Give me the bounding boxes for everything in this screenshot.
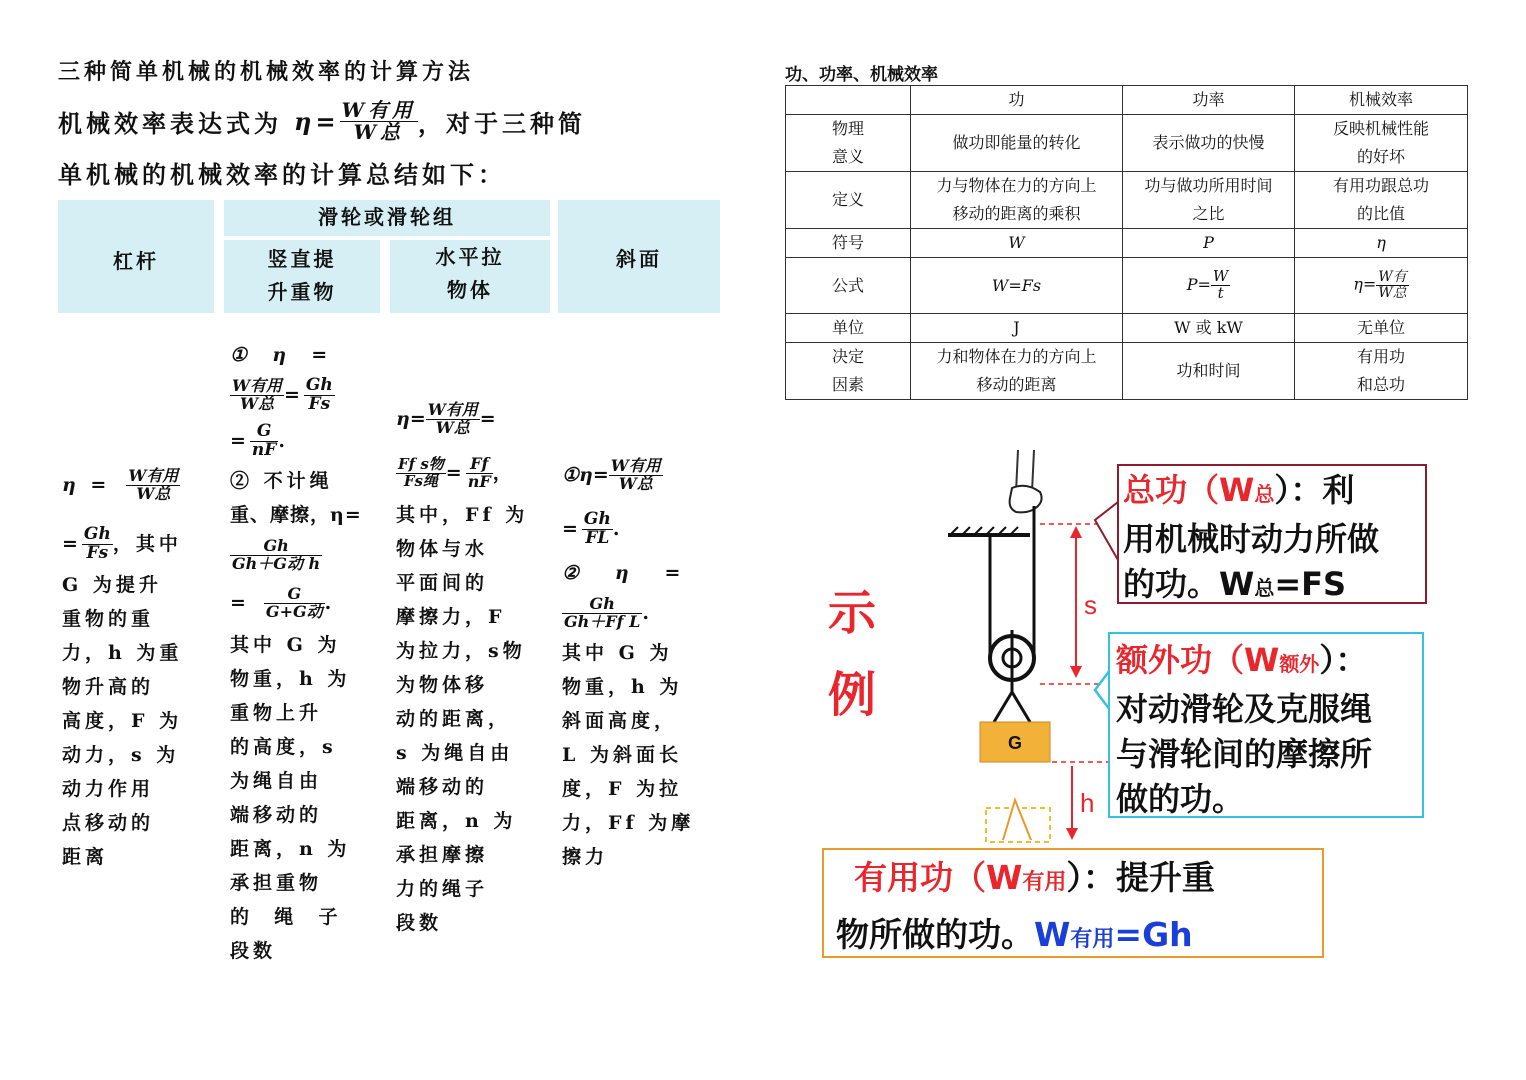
formula-p-num: W (1212, 267, 1229, 286)
text-line: 段数 (396, 912, 443, 934)
vertical-formula-2 (230, 418, 378, 464)
lever-frac-2-num: Gh (83, 523, 111, 544)
horizontal-eq-1: = (479, 408, 500, 430)
text-line: 为拉力，s物 (396, 640, 526, 662)
vertical-line-3: 重、摩擦，η= (230, 504, 362, 526)
vertical-dot-2: . (324, 592, 336, 614)
incline-eq: = (562, 518, 582, 540)
horizontal-frac-3 (466, 453, 493, 491)
table-cell: 力与物体在力的方向上 移动的距离的乘积 (911, 172, 1123, 229)
vertical-frac-3-num: G (250, 423, 278, 442)
extra-work-head: 额外功（W (1116, 641, 1280, 679)
lever-formula-1 (62, 462, 212, 508)
lever-frac-1 (126, 465, 180, 503)
useful-work-formula-tail: =Gh (1114, 915, 1193, 954)
example-label-2: 例 (828, 667, 877, 723)
useful-work-head: 有用功（W (854, 858, 1023, 897)
total-work-l3-sub: 总 (1254, 576, 1275, 600)
work-table (785, 85, 1468, 400)
incline-formula-1 (562, 452, 718, 498)
table-row (786, 115, 1468, 172)
extra-work-line-1 (1116, 638, 1422, 687)
left-title: 三种简单机械的机械效率的计算方法 (58, 59, 475, 85)
useful-work-l2: 物所做的功。 (836, 915, 1034, 954)
table-cell: 无单位 (1295, 314, 1468, 343)
total-work-head-sub: 总 (1254, 482, 1275, 506)
text-line: 物升高的 (62, 676, 155, 698)
incline-frac-2 (582, 508, 613, 548)
vertical-frac-1 (230, 375, 284, 413)
vertical-formula-1 (230, 372, 378, 418)
text-line: 为物体移 (396, 674, 489, 696)
incline-frac-1-num: W有用 (610, 455, 661, 475)
total-work-l3-tail: =FS (1274, 565, 1347, 603)
formula-eta-lhs: η= (1353, 275, 1377, 294)
table-cell: 表示做功的快慢 (1123, 115, 1295, 172)
extra-work-head-tail: ）： (1319, 641, 1368, 679)
table-cell: P (1123, 229, 1295, 258)
horizontal-comma: ， (492, 462, 516, 484)
incline-column (562, 452, 718, 874)
horizontal-formula-1 (396, 396, 548, 442)
horizontal-formula-2 (396, 448, 548, 498)
total-work-head: 总功（W (1123, 471, 1255, 509)
table-cell: 物理 意义 (786, 115, 911, 172)
vertical-frac-2-den: Fs (308, 393, 331, 414)
vertical-eq-c: = (230, 592, 250, 614)
intro-fraction-num: W有用 (341, 97, 417, 122)
text-line: 段数 (230, 940, 277, 962)
header-vertical-l2: 升重物 (267, 280, 337, 304)
text-line: 重物的重 (62, 608, 155, 630)
horizontal-eq-2: = (445, 462, 466, 484)
text-line: 其中 G 为 (230, 634, 341, 656)
text-line: 高度，F 为 (62, 710, 183, 732)
text-line: 端移动的 (396, 776, 489, 798)
text-line: 距离，n 为 (396, 810, 517, 832)
table-cell: 公式 (786, 258, 911, 314)
table-cell: W 或 kW (1123, 314, 1295, 343)
text-line: 承担重物 (230, 872, 323, 894)
vertical-frac-4-num: Gh (230, 538, 322, 556)
header-vertical (224, 240, 380, 313)
horizontal-frac-2 (396, 454, 446, 490)
text-line: 擦力 (562, 846, 609, 868)
vertical-frac-4-den: Gh＋G动 h (232, 553, 321, 573)
vertical-formula-3 (230, 532, 378, 578)
table-cell: 有用功 和总功 (1295, 343, 1468, 400)
vertical-lines (230, 628, 378, 968)
lever-lines (62, 568, 212, 874)
vertical-frac-5 (264, 583, 325, 621)
text-line: 动力作用 (62, 778, 155, 800)
table-cell: W=Fs (911, 258, 1123, 314)
horizontal-frac-3-den: nF (467, 471, 491, 491)
formula-p-lhs: P= (1186, 275, 1211, 294)
text-line: 承担摩擦 (396, 844, 489, 866)
text-line: G 为提升 (62, 574, 162, 596)
incline-lines (562, 636, 718, 874)
text-line: 动力，s 为 (62, 744, 180, 766)
total-work-line-3 (1123, 562, 1425, 611)
intro-fraction-den: W总 (353, 119, 405, 144)
vertical-eq-a: = (283, 384, 304, 406)
text-line: 度，F 为拉 (562, 778, 683, 800)
vertical-frac-3-den: nF (251, 439, 277, 460)
text-line: 摩擦力，F (396, 606, 506, 628)
text-line: 平面间的 (396, 572, 489, 594)
h-label: h (1080, 788, 1095, 818)
vertical-frac-4 (230, 535, 322, 573)
horizontal-eta: η= (396, 408, 426, 430)
useful-work-head-sub: 有用 (1022, 870, 1067, 895)
text-line: L 为斜面长 (562, 744, 682, 766)
table-head-1: 功 (911, 86, 1123, 115)
table-cell: 决定 因素 (786, 343, 911, 400)
text-line: s 为绳自由 (396, 742, 514, 764)
header-pulley-group (224, 200, 550, 236)
useful-pointer (1000, 800, 1035, 840)
text-line: 点移动的 (62, 812, 155, 834)
lever-frac-2 (82, 523, 113, 563)
total-pointer (1095, 502, 1118, 560)
horizontal-frac-3-num: Ff (466, 456, 493, 474)
formula-eta-num: W有 (1378, 269, 1407, 286)
header-horizontal-l2: 物体 (447, 278, 493, 302)
header-horizontal-l1: 水平拉 (435, 245, 505, 269)
table-row (786, 229, 1468, 258)
table-cell: 符号 (786, 229, 911, 258)
header-incline-label: 斜面 (616, 247, 662, 271)
incline-frac-2-den: FL (585, 527, 610, 548)
intro-text-1: 机械效率表达式为 (58, 108, 282, 138)
lever-frac-1-den: W总 (136, 483, 171, 503)
horizontal-frac-2-den: Fs绳 (403, 471, 438, 490)
example-label-1: 示 (828, 585, 877, 641)
incline-frac-3-den: Gh＋Ff L (564, 611, 641, 631)
horizontal-frac-2-num: Ff s物 (398, 454, 444, 473)
text-line: 物重，h 为 (230, 668, 351, 690)
table-cell: 单位 (786, 314, 911, 343)
vertical-frac-1-num: W有用 (232, 375, 282, 395)
intro-line-1 (58, 93, 586, 149)
formula-eta-den: W总 (1378, 285, 1407, 301)
horizontal-lines (396, 498, 548, 940)
text-line: 动的距离， (396, 708, 512, 730)
header-pulley-group-label: 滑轮或滑轮组 (318, 205, 456, 229)
text-line: 其中 G 为 (562, 642, 673, 664)
total-work-l3: 的功。W (1123, 565, 1255, 603)
vertical-frac-2 (304, 374, 335, 414)
text-line: 重物上升 (230, 702, 323, 724)
lever-frac-2-den: Fs (86, 542, 109, 563)
table-title: 功、功率、机械效率 (785, 65, 938, 85)
table-cell: 功和时间 (1123, 343, 1295, 400)
useful-work-formula: W (1034, 915, 1071, 954)
incline-dot: . (612, 518, 624, 540)
useful-work-line-1 (836, 852, 1322, 909)
table-row (786, 314, 1468, 343)
table-cell: W (911, 229, 1123, 258)
vertical-frac-1-den: W总 (240, 393, 274, 413)
text-line: 其中，Ff 为 (396, 504, 529, 526)
vertical-line-2: ② 不计绳 (230, 470, 333, 492)
vertical-column (230, 338, 378, 968)
table-header-row (786, 86, 1468, 115)
incline-frac-1-den: W总 (618, 473, 653, 493)
table-cell-formula-eta (1295, 258, 1468, 314)
horizontal-column (396, 396, 548, 940)
incline-eta: ①η= (562, 464, 609, 486)
incline-line-2: ② η = (562, 562, 685, 584)
table-cell-formula-p (1123, 258, 1295, 314)
intro-fraction (340, 97, 418, 144)
weight-label: G (1008, 733, 1023, 753)
vertical-frac-3 (250, 420, 278, 460)
useful-work-callout (822, 848, 1324, 958)
table-head-0 (786, 86, 911, 115)
table-cell: η (1295, 229, 1468, 258)
lever-frac-1-num: W有用 (128, 465, 179, 485)
total-work-head-tail: ）：利 (1274, 471, 1355, 509)
lever-after: ，其中 (112, 533, 182, 555)
table-cell: 有用功跟总功 的比值 (1295, 172, 1468, 229)
table-cell: 做功即能量的转化 (911, 115, 1123, 172)
text-line: 的高度，s (230, 736, 337, 758)
useful-work-formula-sub: 有用 (1070, 927, 1115, 952)
formula-p-frac (1211, 269, 1230, 302)
horizontal-frac-1-num: W有用 (427, 399, 478, 419)
table-row (786, 343, 1468, 400)
vertical-dot: . (278, 430, 289, 452)
extra-work-line-4: 做的功。 (1116, 780, 1245, 818)
text-line: 为绳自由 (230, 770, 323, 792)
vertical-frac-5-num: G (264, 586, 325, 604)
table-head-2: 功率 (1123, 86, 1295, 115)
hand-rope (1032, 450, 1034, 492)
total-work-line-2: 用机械时动力所做 (1123, 520, 1380, 558)
extra-work-line-3: 与滑轮间的摩擦所 (1116, 735, 1373, 773)
formula-eta-frac (1376, 270, 1408, 300)
lever-column (62, 462, 212, 874)
header-lever-label: 杠杆 (113, 249, 159, 273)
incline-dot-2: . (642, 602, 653, 624)
example-label (828, 572, 876, 736)
incline-formula-3 (562, 590, 718, 636)
intro-line-2: 单机械的机械效率的计算总结如下： (58, 160, 506, 189)
text-line: 斜面高度， (562, 710, 678, 732)
extra-work-callout (1108, 632, 1424, 818)
total-work-callout (1117, 464, 1427, 604)
intro-eta: η= (294, 106, 340, 136)
lever-formula-2 (62, 520, 212, 568)
incline-formula-2 (562, 506, 718, 552)
useful-work-head-tail: ）：提升重 (1066, 858, 1215, 897)
vertical-eq-b: = (230, 430, 250, 452)
total-work-line-1 (1123, 468, 1425, 517)
text-line: 距离，n 为 (230, 838, 351, 860)
intro-text-2: ，对于三种简 (418, 108, 587, 138)
s-label: s (1084, 590, 1097, 620)
text-line: 的 绳 子 (230, 906, 342, 928)
incline-frac-3-num: Gh (562, 596, 642, 614)
text-line: 端移动的 (230, 804, 323, 826)
vertical-formula-4 (230, 578, 378, 628)
table-row (786, 258, 1468, 314)
table-row (786, 172, 1468, 229)
table-cell: 定义 (786, 172, 911, 229)
useful-work-line-2 (836, 909, 1322, 966)
text-line: 距离 (62, 846, 109, 868)
table-cell: 反映机械性能 的好坏 (1295, 115, 1468, 172)
lever-eq-2: = (62, 533, 82, 555)
table-cell: 力和物体在力的方向上 移动的距离 (911, 343, 1123, 400)
vertical-line-1: ① η = (230, 344, 332, 366)
text-line: 物重，h 为 (562, 676, 683, 698)
horizontal-frac-1 (426, 399, 480, 437)
horizontal-frac-1-den: W总 (435, 417, 470, 437)
formula-p-den: t (1217, 284, 1224, 302)
text-line: 力，Ff 为摩 (562, 812, 695, 834)
incline-frac-3 (562, 593, 642, 631)
table-head-3: 机械效率 (1295, 86, 1468, 115)
incline-frac-1 (609, 455, 663, 493)
incline-frac-2-num: Gh (583, 508, 611, 529)
header-horizontal (390, 240, 550, 313)
extra-work-line-2: 对动滑轮及克服绳 (1116, 690, 1373, 728)
extra-work-head-sub: 额外 (1279, 652, 1320, 676)
header-lever (58, 200, 214, 313)
text-line: 力，h 为重 (62, 642, 183, 664)
table-cell: 功与做功所用时间 之比 (1123, 172, 1295, 229)
header-vertical-l1: 竖直提 (267, 247, 337, 271)
header-incline (558, 200, 720, 313)
vertical-frac-5-den: G+G动 (265, 601, 323, 621)
text-line: 力的绳子 (396, 878, 489, 900)
text-line: 物体与水 (396, 538, 489, 560)
table-cell: J (911, 314, 1123, 343)
vertical-frac-2-num: Gh (305, 374, 333, 395)
lever-eta: η = (62, 474, 111, 496)
